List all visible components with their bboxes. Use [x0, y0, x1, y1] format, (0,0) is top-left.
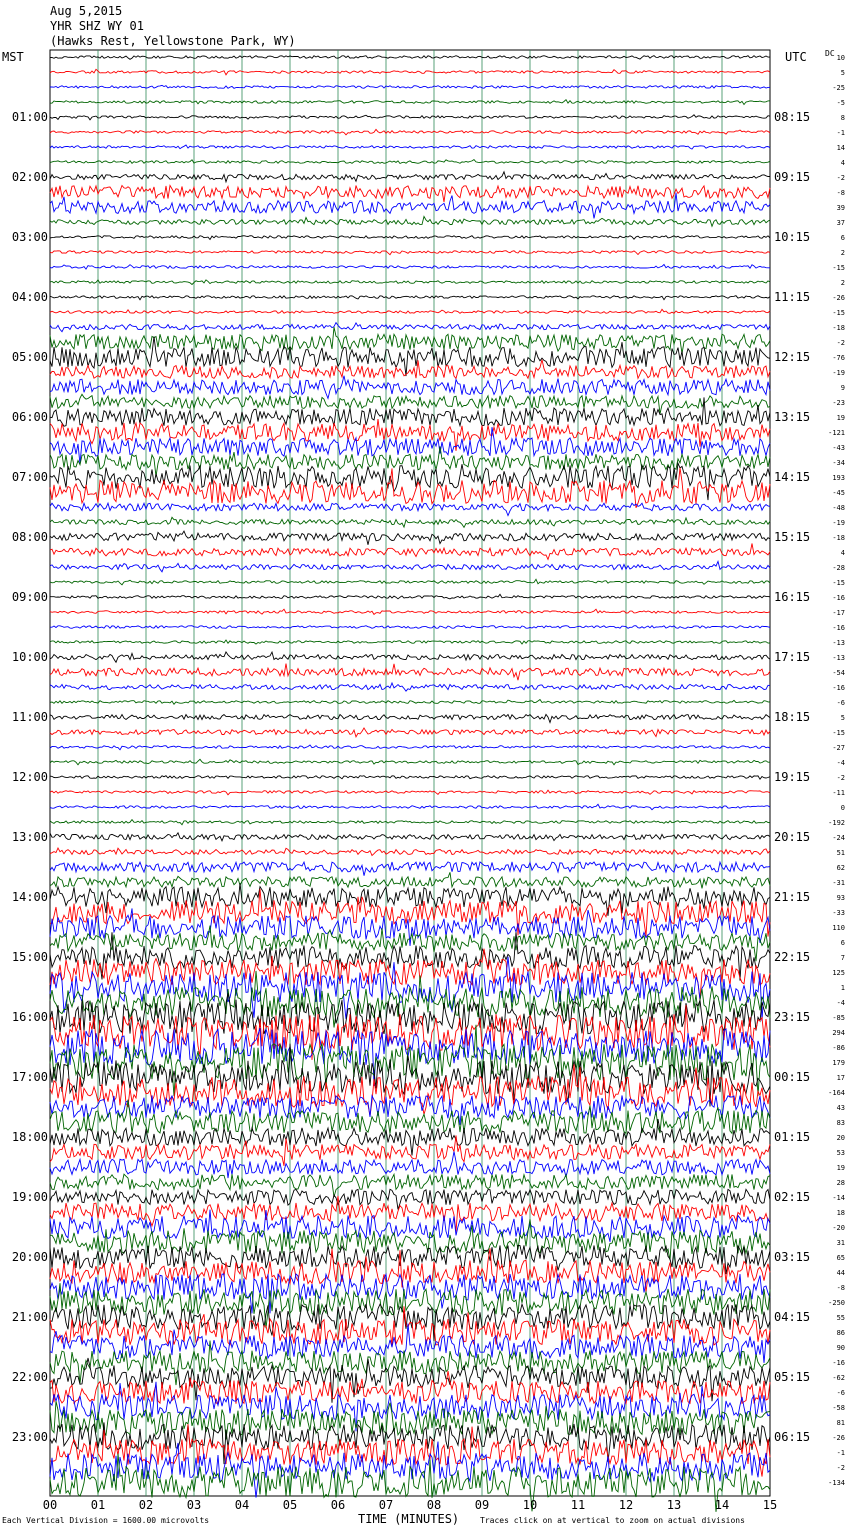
utc-hour-label: 08:15: [774, 110, 811, 124]
dc-offset-label: -15: [832, 309, 845, 317]
dc-offset-label: 37: [836, 219, 845, 227]
dc-offset-label: -11: [832, 789, 845, 797]
utc-hour-label: 15:15: [774, 530, 811, 544]
dc-offset-label: 39: [836, 204, 845, 212]
dc-offset-label: 62: [836, 864, 845, 872]
dc-offset-label: -1: [836, 1449, 845, 1457]
dc-offset-label: -192: [828, 819, 845, 827]
mst-hour-label: 11:00: [11, 710, 48, 724]
trace-line: [50, 236, 770, 240]
mst-hour-label: 10:00: [11, 650, 48, 664]
trace-line: [50, 848, 770, 856]
dc-offset-label: -19: [832, 519, 845, 527]
trace-line: [50, 323, 770, 332]
trace-line: [50, 652, 770, 662]
utc-hour-label: 12:15: [774, 350, 811, 364]
dc-offset-label: 14: [836, 144, 845, 152]
dc-offset-label: 110: [832, 924, 845, 932]
dc-offset-label: -16: [832, 684, 845, 692]
dc-offset-label: -62: [832, 1374, 845, 1382]
trace-line: [50, 728, 770, 737]
location-label: (Hawks Rest, Yellowstone Park, WY): [50, 34, 296, 48]
mst-hour-label: 13:00: [11, 830, 48, 844]
mst-hour-label: 05:00: [11, 350, 48, 364]
x-tick-label: 12: [618, 1498, 634, 1512]
trace-line: [50, 160, 770, 164]
dc-offset-label: 9: [840, 384, 845, 392]
utc-axis-label: UTC: [785, 50, 807, 64]
x-tick-label: 01: [90, 1498, 106, 1512]
trace-line: [50, 714, 770, 722]
x-tick-label: 02: [138, 1498, 154, 1512]
utc-hour-label: 20:15: [774, 830, 811, 844]
trace-line: [50, 280, 770, 285]
dc-offset-label: -5: [836, 99, 845, 107]
dc-offset-label: -34: [832, 459, 845, 467]
x-tick-label: 15: [762, 1498, 778, 1512]
dc-offset-label: -76: [832, 354, 845, 362]
utc-hour-label: 10:15: [774, 230, 811, 244]
dc-offset-label: 20: [836, 1134, 845, 1142]
dc-offset-label: 81: [836, 1419, 845, 1427]
trace-line: [50, 251, 770, 255]
dc-offset-label: 93: [836, 894, 845, 902]
dc-offset-label: -19: [832, 369, 845, 377]
dc-offset-label: 179: [832, 1059, 845, 1067]
trace-line: [50, 683, 770, 691]
utc-hour-label: 11:15: [774, 290, 811, 304]
dc-offset-label: 28: [836, 1179, 845, 1187]
mst-hour-label: 06:00: [11, 410, 48, 424]
trace-line: [50, 759, 770, 765]
mst-hour-label: 17:00: [11, 1070, 48, 1084]
dc-offset-label: 4: [840, 159, 845, 167]
trace-line: [50, 833, 770, 841]
trace-line: [50, 100, 770, 105]
utc-hour-label: 04:15: [774, 1310, 811, 1324]
dc-offset-label: 5: [840, 714, 845, 722]
trace-line: [50, 56, 770, 60]
trace-line: [50, 664, 770, 681]
dc-offset-label: -121: [828, 429, 845, 437]
dc-offset-label: -164: [828, 1089, 845, 1097]
dc-offset-label: -2: [836, 174, 845, 182]
x-tick-label: 09: [474, 1498, 490, 1512]
x-tick-label: 04: [234, 1498, 250, 1512]
dc-offset-label: -4: [836, 999, 845, 1007]
trace-line: [50, 309, 770, 313]
trace-line: [50, 1401, 770, 1439]
trace-line: [50, 561, 770, 571]
dc-offset-label: -24: [832, 834, 845, 842]
trace-line: [50, 503, 770, 515]
dc-offset-label: -16: [832, 624, 845, 632]
trace-line: [50, 862, 770, 876]
dc-offset-label: 55: [836, 1314, 845, 1322]
mst-hour-label: 14:00: [11, 890, 48, 904]
trace-line: [50, 872, 770, 888]
mst-hour-label: 19:00: [11, 1190, 48, 1204]
dc-offset-label: 2: [840, 249, 845, 257]
dc-offset-label: -45: [832, 489, 845, 497]
dc-offset-label: 90: [836, 1344, 845, 1352]
dc-offset-label: -13: [832, 654, 845, 662]
dc-offset-label: 5: [840, 69, 845, 77]
dc-offset-label: 44: [836, 1269, 845, 1277]
x-tick-label: 05: [282, 1498, 298, 1512]
x-tick-label: 06: [330, 1498, 346, 1512]
dc-offset-label: -134: [828, 1479, 845, 1487]
dc-offset-label: 83: [836, 1119, 845, 1127]
dc-offset-label: 0: [840, 804, 845, 812]
x-tick-label: 14: [714, 1498, 730, 1512]
mst-hour-label: 23:00: [11, 1430, 48, 1444]
dc-offset-label: -26: [832, 294, 845, 302]
dc-offset-label: -20: [832, 1224, 845, 1232]
utc-hour-label: 17:15: [774, 650, 811, 664]
trace-line: [50, 1095, 770, 1124]
dc-offset-label: 125: [832, 969, 845, 977]
dc-offset-label: -2: [836, 1464, 845, 1472]
mst-hour-label: 20:00: [11, 1250, 48, 1264]
utc-hour-label: 18:15: [774, 710, 811, 724]
dc-offset-label: 10: [836, 54, 845, 62]
trace-line: [50, 1245, 770, 1274]
dc-offset-label: 4: [840, 549, 845, 557]
utc-hour-label: 01:15: [774, 1130, 811, 1144]
scale-note: Each Vertical Division = 1600.00 microvolts: [2, 1516, 210, 1525]
dc-offset-label: -17: [832, 609, 845, 617]
mst-axis-label: MST: [2, 50, 24, 64]
trace-line: [50, 820, 770, 825]
trace-line: [50, 700, 770, 705]
dc-offset-label: -85: [832, 1014, 845, 1022]
x-tick-label: 11: [570, 1498, 586, 1512]
trace-line: [50, 1119, 770, 1155]
dc-offset-label: 2: [840, 279, 845, 287]
trace-line: [50, 640, 770, 644]
dc-offset-label: 8: [840, 114, 845, 122]
trace-line: [50, 609, 770, 614]
mst-hour-label: 04:00: [11, 290, 48, 304]
station-label: YHR SHZ WY 01: [50, 19, 144, 33]
mst-hour-label: 16:00: [11, 1010, 48, 1024]
dc-offset-label: -33: [832, 909, 845, 917]
dc-offset-label: 51: [836, 849, 845, 857]
trace-line: [50, 594, 770, 599]
trace-line: [50, 296, 770, 300]
dc-offset-label: -15: [832, 729, 845, 737]
dc-offset-label: -31: [832, 879, 845, 887]
trace-line: [50, 579, 770, 585]
dc-offset-label: 43: [836, 1104, 845, 1112]
x-tick-label: 00: [42, 1498, 58, 1512]
utc-hour-label: 16:15: [774, 590, 811, 604]
utc-hour-label: 19:15: [774, 770, 811, 784]
dc-offset-label: -6: [836, 699, 845, 707]
mst-hour-label: 09:00: [11, 590, 48, 604]
mst-hour-label: 03:00: [11, 230, 48, 244]
trace-line: [50, 626, 770, 629]
utc-hour-label: 13:15: [774, 410, 811, 424]
dc-offset-label: -16: [832, 1359, 845, 1367]
x-tick-label: 03: [186, 1498, 202, 1512]
mst-hour-label: 07:00: [11, 470, 48, 484]
x-tick-label: 10: [522, 1498, 538, 1512]
utc-hour-label: 09:15: [774, 170, 811, 184]
dc-offset-label: -18: [832, 324, 845, 332]
trace-line: [50, 804, 770, 809]
mst-hour-label: 01:00: [11, 110, 48, 124]
dc-offset-label: -8: [836, 1284, 845, 1292]
dc-offset-label: 1: [840, 984, 845, 992]
dc-offset-label: -28: [832, 564, 845, 572]
dc-offset-label: 294: [832, 1029, 845, 1037]
dc-offset-label: 7: [840, 954, 845, 962]
x-tick-label: 07: [378, 1498, 394, 1512]
trace-line: [50, 776, 770, 780]
dc-offset-label: 19: [836, 1164, 845, 1172]
dc-offset-label: -14: [832, 1194, 845, 1202]
trace-line: [50, 544, 770, 560]
trace-line: [50, 217, 770, 227]
trace-line: [50, 1189, 770, 1209]
dc-offset-label: 193: [832, 474, 845, 482]
dc-offset-label: -16: [832, 594, 845, 602]
dc-offset-label: -15: [832, 264, 845, 272]
dc-offset-label: 19: [836, 414, 845, 422]
trace-line: [50, 1358, 770, 1403]
trace-line: [50, 360, 770, 379]
mst-hour-label: 18:00: [11, 1130, 48, 1144]
dc-offset-label: 31: [836, 1239, 845, 1247]
trace-line: [50, 186, 770, 203]
trace-line: [50, 327, 770, 354]
dc-offset-label: -86: [832, 1044, 845, 1052]
dc-offset-label: -54: [832, 669, 845, 677]
dc-offset-label: -43: [832, 444, 845, 452]
dc-offset-label: 6: [840, 939, 845, 947]
trace-line: [50, 115, 770, 120]
date-label: Aug 5,2015: [50, 4, 123, 18]
x-axis-label: TIME (MINUTES): [358, 1512, 460, 1526]
traces-note: Traces click on at vertical to zoom on actual divisions: [480, 1516, 745, 1525]
trace-line: [50, 172, 770, 182]
trace-line: [50, 745, 770, 750]
utc-hour-label: 14:15: [774, 470, 811, 484]
trace-line: [50, 129, 770, 134]
mst-hour-label: 21:00: [11, 1310, 48, 1324]
trace-line: [50, 85, 770, 88]
dc-offset-label: -48: [832, 504, 845, 512]
dc-offset-label: 18: [836, 1209, 845, 1217]
utc-hour-label: 03:15: [774, 1250, 811, 1264]
dc-offset-label: -15: [832, 579, 845, 587]
utc-hour-label: 05:15: [774, 1370, 811, 1384]
utc-hour-label: 02:15: [774, 1190, 811, 1204]
trace-line: [50, 69, 770, 75]
utc-hour-label: 21:15: [774, 890, 811, 904]
trace-line: [50, 517, 770, 527]
dc-offset-label: -25: [832, 84, 845, 92]
dc-offset-label: -27: [832, 744, 845, 752]
dc-offset-label: -58: [832, 1404, 845, 1412]
utc-hour-label: 22:15: [774, 950, 811, 964]
trace-line: [50, 265, 770, 270]
dc-offset-label: 17: [836, 1074, 845, 1082]
dc-offset-label: 6: [840, 234, 845, 242]
dc-offset-label: -4: [836, 759, 845, 767]
mst-hour-label: 08:00: [11, 530, 48, 544]
mst-hour-label: 02:00: [11, 170, 48, 184]
trace-line: [50, 145, 770, 149]
x-tick-label: 13: [666, 1498, 682, 1512]
dc-offset-label: -26: [832, 1434, 845, 1442]
dc-offset-label: 86: [836, 1329, 845, 1337]
dc-offset-label: -250: [828, 1299, 845, 1307]
dc-offset-label: 65: [836, 1254, 845, 1262]
trace-line: [50, 889, 770, 937]
dc-offset-label: -13: [832, 639, 845, 647]
trace-line: [50, 790, 770, 795]
mst-hour-label: 12:00: [11, 770, 48, 784]
x-tick-label: 08: [426, 1498, 442, 1512]
dc-offset-label: -1: [836, 129, 845, 137]
utc-hour-label: 06:15: [774, 1430, 811, 1444]
utc-hour-label: 00:15: [774, 1070, 811, 1084]
dc-offset-label: -8: [836, 189, 845, 197]
trace-line: [50, 376, 770, 399]
mst-hour-label: 15:00: [11, 950, 48, 964]
trace-line: [50, 531, 770, 545]
dc-offset-label: -6: [836, 1389, 845, 1397]
dc-offset-label: -2: [836, 774, 845, 782]
dc-offset-label: 53: [836, 1149, 845, 1157]
trace-line: [50, 193, 770, 219]
trace-line: [50, 908, 770, 946]
utc-hour-label: 23:15: [774, 1010, 811, 1024]
mst-hour-label: 22:00: [11, 1370, 48, 1384]
dc-offset-label: -23: [832, 399, 845, 407]
dc-offset-label: -2: [836, 339, 845, 347]
dc-axis-label: DC: [825, 49, 835, 58]
dc-offset-label: -18: [832, 534, 845, 542]
